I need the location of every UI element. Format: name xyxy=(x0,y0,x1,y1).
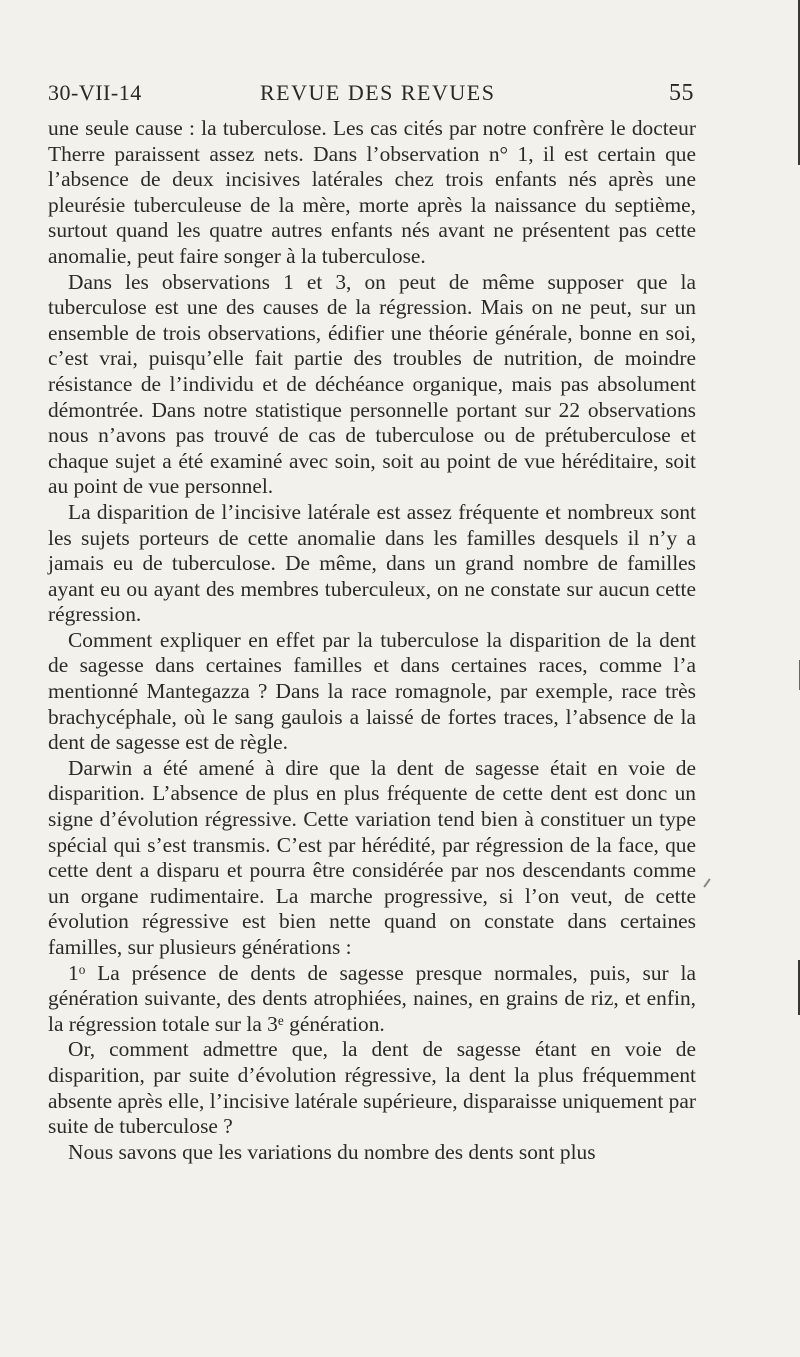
header-date: 30-VII-14 xyxy=(48,80,142,105)
header-title: REVUE DES REVUES xyxy=(260,80,496,105)
list-number: 1 xyxy=(68,960,79,985)
paragraph-2: Dans les observations 1 et 3, on peut de même supposer que la tuberculose est une des causes de la régression. Mais on ne peut, sur un ensemble de trois observations, édifier une théorie générale, bonne en soi, c’est vrai, puisqu’elle fait partie des troubles de nutrition, de moindre résistance de l’individu et de déchéance organique, mais pas absolument démontrée. Dans notre statistique personnelle portant sur 22 observations nous n’avons pas trouvé de cas de tuberculose ou de prétuberculose et chaque sujet a été examiné avec soin, soit au point de vue héréditaire, soit au point de vue personnel. xyxy=(48,269,696,499)
paragraph-4: Comment expliquer en effet par la tuberculose la disparition de la dent de sagesse dans certaines familles et dans certaines races, comme l’a mentionné Mantegazza ? Dans la race romagnole, par exemple, race très brachycéphale, où le sang gaulois a laissé de fortes traces, l’absence de la dent de sagesse est de règle. xyxy=(48,627,696,755)
ordinal-superscript-e: e xyxy=(277,1012,284,1028)
paragraph-1: une seule cause : la tuberculose. Les cas cités par notre confrère le docteur Therre paraissent assez nets. Dans l’observation n° 1, il est certain que l’absence de deux incisives latérales chez trois enfants nés après une pleurésie tuberculeuse de la mère, morte après la naissance du septième, surtout quand les quatre autres enfants nés avant ne présentent pas cette anomalie, peut faire songer à la tuberculose. xyxy=(48,116,696,268)
running-header xyxy=(48,80,694,110)
ordinal-superscript: o xyxy=(78,961,86,977)
page-number: 55 xyxy=(669,80,694,106)
paragraph-5: Darwin a été amené à dire que la dent de sagesse était en voie de disparition. L’absence de plus en plus fréquente de cette dent est donc un signe d’évolution régressive. Cette variation tend bien à constituer un type spécial qui s’est transmis. C’est par hérédité, par régression de la face, que cette dent a disparu et pourra être considérée par nos descendants comme un organe rudimentaire. La marche progressive, si l’on veut, de cette évolution régressive est bien nette quand on constate dans certaines familles, sur plusieurs générations : xyxy=(48,755,696,959)
paragraph-6-end: génération. xyxy=(283,1011,385,1036)
paragraph-7: Or, comment admettre que, la dent de sagesse étant en voie de disparition, par suite d’évolution régressive, la dent la plus fréquemment absente après elle, l’incisive latérale supérieure, disparaisse uniquement par suite de tuberculose ? xyxy=(48,1037,696,1139)
paragraph-3: La disparition de l’incisive latérale est assez fréquente et nombreux sont les sujets porteurs de cette anomalie dans les familles desquels il n’y a jamais eu de tuberculose. De même, dans un grand nombre de familles ayant eu ou ayant des membres tuberculeux, on ne constate sur aucun cette régression. xyxy=(48,499,696,627)
ink-speck xyxy=(703,878,710,887)
paragraph-8: Nous savons que les variations du nombre des dents sont plus xyxy=(68,1139,596,1164)
paragraph-6-text: La présence de dents de sagesse presque normales, puis, sur la génération suivante, des dents atrophiées, naines, en grains de riz, et enfin, la régression totale sur la 3 xyxy=(48,960,696,1036)
article-body xyxy=(48,116,696,1165)
paragraph-6 xyxy=(48,961,696,1038)
